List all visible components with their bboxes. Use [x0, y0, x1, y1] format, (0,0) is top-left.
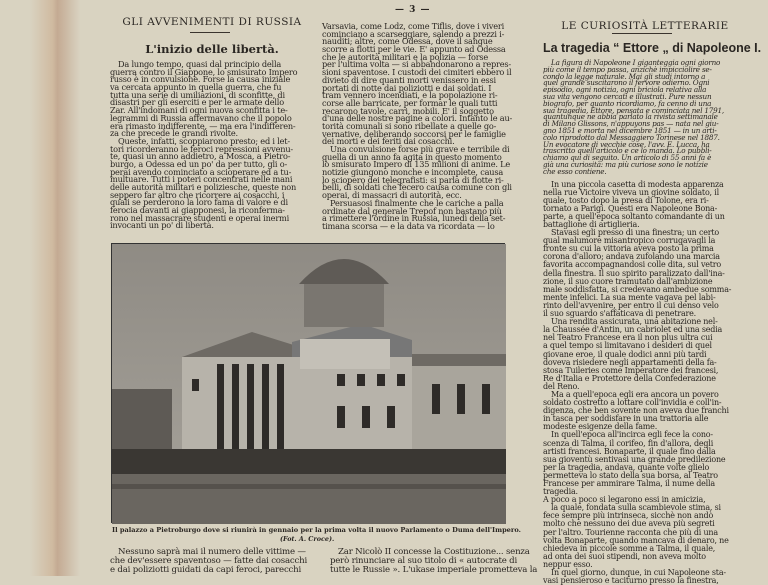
text-line: portati di notte dai poliziotti e dai soldati. I	[322, 82, 492, 93]
text-line: che le autorità militari e la polizia — forse	[322, 51, 489, 62]
text-line: favorita accompagnandosi colle dita, sul vetro	[543, 260, 722, 270]
text-line: scenza di Talma, il corifeo, fin d'allora, degli	[543, 438, 714, 448]
text-line: chiamo qui di seguito. Un articolo di 55 anni fa è	[543, 153, 712, 163]
text-line: volta Bonaparte, quando mancava di denaro, ne	[543, 535, 729, 545]
text-line: Una rendita assicurata, una abitazione nel-	[551, 317, 718, 327]
text-line: trascritto quell'articolo e ce lo manda. Lo pubbli-	[543, 146, 712, 156]
text-line: battaglione di artiglieria.	[543, 220, 640, 230]
text-line: nel Teatro Francese era il non plus ultra cui	[543, 333, 713, 343]
text-line: stosa Tuileries come Imperatore dei francesi,	[543, 365, 719, 375]
text-line: artisti francesi. Bonaparte, il quale fino dalla	[543, 446, 716, 456]
text-line: qual malumore misantropico corrugavagli la	[543, 236, 716, 246]
bottom-column-2	[330, 548, 537, 574]
text-line: tutta una serie di umiliazioni, di sconfitte, di	[110, 89, 285, 100]
text-line: Queste, infatti, scoppiarono presto; ed i let-	[118, 135, 290, 146]
text-line: multuare. Tutti i poteri concentrati nelle mani	[110, 174, 293, 185]
text-line: la quale, fondata sulla scambievole stima, si	[551, 503, 721, 513]
text-line: tram vennero incendiati, e la popolazione ri-	[322, 90, 498, 101]
text-line: il suo sguardo s'affaticava di penetrare.	[543, 309, 697, 319]
text-line: ferocia davanti ai giapponesi, la riconferma-	[110, 205, 285, 216]
text-line: condo la legge naturale. Mai gli studi intorno a	[543, 71, 706, 81]
text-line: sua vita vengono cercati e illustrati. Pure nessun	[543, 91, 712, 101]
text-line: seppero far altro che ricorrere ai cosacchi, i	[110, 189, 285, 200]
text-line: delle autorità militari e poliziesche, queste non	[110, 182, 297, 192]
text-line: za che precede le grandi rivolte.	[110, 128, 238, 139]
text-line: a rimettere l'ordine in Russia, lunedì della set-	[322, 213, 506, 224]
text-line: va cercata appunto in quella guerra, che fu	[110, 82, 282, 93]
text-line: Varsavia, come Lodz, come Tiflis, dove i viveri	[322, 21, 505, 31]
text-line: fece sempre più intrinseca, sicchè non andò	[543, 511, 714, 521]
text-line: tornato a Parigi. Questi era Napoleone Bona-	[543, 203, 718, 213]
text-line: era rimasto indifferente, — ma era l'indifferen-	[110, 120, 296, 131]
text-line: Re d'Italia e Protettore della Confederazione	[543, 373, 716, 383]
text-line: ordinate dal generale Trepof non bastano più	[322, 205, 502, 216]
text-line: del Reno.	[543, 381, 580, 391]
text-line: russo è in convulsione. Forse la causa iniziale	[110, 74, 291, 85]
photo-caption: Il palazzo a Pietroburgo dove si riunirà in gennaio per la prima volta il nuovo Parlamento o Duma dell'Impero.	[112, 526, 521, 534]
text-line: Francese per ammirare Talma, il nume della	[543, 479, 715, 489]
text-line: te, quasi un anno addietro, a Mosca, a Pietro-	[110, 151, 291, 162]
text-line: gno 1851 e morta nel dicembre 1851 — in un arti-	[543, 125, 717, 135]
article-intro	[543, 60, 763, 176]
text-line: invocanti un po' di libertà.	[110, 220, 214, 231]
divider	[190, 32, 230, 33]
text-line: Zar. All'indomani di ogni nuova sconfitta i te-	[110, 105, 288, 116]
text-line: La figura di Napoleone I giganteggia ogni giorno	[551, 58, 721, 67]
text-line: soldato costretto a lottare coll'invidia e coll'in-	[543, 398, 722, 408]
text-line: tori ricorderanno le feroci repressioni avvenu-	[110, 143, 293, 154]
text-line: a quel tempo si limitavano i desideri di quel	[543, 341, 712, 351]
photo-credit: (Fot. A. Croce).	[280, 535, 335, 543]
text-line: recarono tavole, carri, mobili. E' il soggetto	[322, 105, 494, 116]
text-line: male soddisfatta, si credevano ambedue somma-	[543, 284, 732, 294]
text-line: fronte su cui la vittoria aveva posto la prima	[543, 244, 714, 254]
text-line: In quell'epoca all'incirca egli fece la cono-	[551, 430, 713, 440]
text-line: operai, di massacri di autorità, ecc.	[322, 190, 462, 201]
text-line: colo riprodotto dal Messaggiero Torinese nel 1887.	[543, 132, 720, 142]
article-body	[543, 181, 763, 585]
text-line: torità comunali si sono ribellate a quelle go-	[322, 120, 497, 131]
text-line: per la tragedia, andava, quante volte glielo	[543, 462, 710, 472]
text-line: di Milano Glissons, n'appuyons pas — nata nel giu-	[543, 119, 719, 129]
text-line: In quel giorno, dunque, in cui Napoleone sta-	[551, 568, 726, 578]
text-line: disastri per gli eserciti e per le armate dello	[110, 97, 284, 108]
page-number: — 3 —	[395, 5, 431, 15]
text-line: lo sciopero dei telegrafisti: si parla di flotte ri-	[322, 174, 504, 185]
text-line: e dai poliziotti guidati da capi feroci, parecchi	[110, 564, 302, 575]
text-line: d'una delle nostre pagine a colori. Intanto le au-	[322, 113, 513, 124]
text-line: timana scorsa — e la data va ricordata — lo	[322, 220, 495, 231]
article-title: L'inizio delle libertà.	[145, 42, 279, 56]
text-line: tutte le Russie ». L'ukase imperiale prometteva la	[330, 564, 538, 575]
text-line: molto che nessuno dei due aveva più segreti	[543, 519, 715, 529]
right-article	[543, 60, 763, 585]
text-line: la Chaussée d'Antin, un cabriolet ed una sedia	[543, 325, 723, 335]
text-line: episodio, ogni notizia, ogni briciola relativa alla	[543, 85, 707, 95]
text-line: sioni spaventose. I custodi dei cimiteri ebbero il	[322, 67, 512, 78]
text-line: modeste esigenze della fame.	[543, 422, 658, 432]
text-line: doveva risiedere negli appartamenti della fa-	[543, 357, 717, 367]
text-line: in tasca per soddisfare in una trattoria alle	[543, 414, 709, 424]
text-line: nauditi; altre, come Odessa, dove il sangue	[322, 36, 493, 47]
text-line: però rinunciare al suo titolo di « autocrate di	[330, 555, 518, 566]
text-line: Ma a quell'epoca egli era ancora un povero	[551, 389, 719, 399]
text-line: già una curiosità: ma più curiose sono le notizie	[543, 159, 708, 169]
text-line: Una convulsione forse più grave e terribile di	[330, 144, 510, 154]
text-line: biografo, per quanto ricordiamo, fa cenno di una	[543, 98, 712, 108]
text-line: che esso contiene.	[543, 166, 607, 176]
section-heading-curiosita: LE CURIOSITÀ LETTERARIE	[561, 20, 729, 32]
text-line: corona d'alloro; andava zufolando una marcia	[543, 252, 720, 262]
text-line: della finestra. Il suo spirito paralizzato dall'ina-	[543, 268, 725, 278]
text-line: notizie giungono monche e incomplete, causa	[322, 167, 504, 178]
text-line: nella rue Victoire viveva un giovine soldato, il	[543, 187, 719, 197]
text-line: burgo, a Odessa ed un po' da per tutto, gli o-	[110, 158, 288, 169]
right-article-title: La tragedia “ Ettore „ di Napoleone I.	[543, 41, 762, 55]
text-line: ad onta dei suoi stipendi, non aveva molto	[543, 551, 706, 561]
article-column-1	[110, 61, 315, 230]
text-line: vernative, deliberando soccorsi per le famiglie	[322, 128, 506, 139]
text-line: quantunque ne abbia parlato la rivista settimanale	[543, 112, 718, 122]
text-line: In una piccola casetta di modesta apparenza	[551, 179, 724, 189]
text-line: quali se perderono la loro fama di valore e di	[110, 197, 288, 208]
text-line: Stavasi egli presso di una finestra; un certo	[551, 228, 720, 238]
section-heading-russia: GLI AVVENIMENTI DI RUSSIA	[122, 16, 302, 28]
text-line: guerra contro il Giappone, lo smisurato Impero	[110, 66, 298, 77]
text-line: corse alle barricate, per formar le quali tutti	[322, 97, 498, 108]
text-line: dei morti e dei feriti dai cosacchi.	[322, 136, 455, 147]
text-line: legrammi di Russia affermavano che il popolo	[110, 112, 292, 123]
text-line: rinto dell'avvenire, per entro il cui denso velo	[543, 300, 719, 310]
text-line: che dev'essere spaventoso — fatte dai cosacchi	[110, 555, 308, 566]
text-line: scorre a flotti per le vie. E' appunto ad Odessa	[322, 44, 506, 55]
text-line: quel grande suscitarono il fervore odierno. Ogni	[543, 78, 710, 88]
text-line: quale, tosto dopo la presa di Tolone, era ri-	[543, 195, 709, 205]
text-line: Da lungo tempo, quasi dal principio della	[118, 59, 282, 69]
text-line: Nessuno saprà mai il numero delle vittime —	[118, 547, 306, 557]
text-line: vasi pensieroso e taciturno presso la finestra,	[543, 576, 719, 585]
text-line: permetteva lo stato della sua borsa, al Teatro	[543, 470, 718, 480]
text-line: zione, il suo cuore tramutato dall'ambizione	[543, 276, 713, 286]
text-line: tragedia.	[543, 487, 578, 497]
text-line: lo smisurato Impero di 135 milioni di anime. Le	[322, 159, 511, 170]
divider	[612, 33, 672, 34]
text-line: neppur esso.	[543, 559, 593, 569]
text-line: cominciano a scarseggiare, salendo a prezzi i-	[322, 28, 505, 39]
text-line: A poco a poco si legarono essi in amicizia,	[543, 495, 706, 505]
text-line: Un evocatore di vecchie cose, l'avv. E. Lucca, ha	[543, 139, 710, 149]
page-fold	[30, 0, 80, 576]
text-line: quella di un anno fa agita in questo momento	[322, 151, 502, 162]
duma-palace-photo	[111, 243, 505, 523]
text-line: più come il tempo passa, anzichè impicciolire se-	[543, 64, 712, 74]
text-line: per l'ultima volta — si abbandonarono a repres-	[322, 59, 511, 70]
text-line: parte, a quell'epoca soltanto comandante di un	[543, 211, 725, 221]
text-line: divieto di dire quanti morti venissero in essi	[322, 74, 496, 85]
text-line: digenza, che ben sovente non aveva due franchi	[543, 406, 729, 416]
text-line: rono nel massacrare studenti e operai inermi	[110, 212, 290, 223]
text-line: per l'altro. Tourienne racconta che più di una	[543, 527, 718, 537]
text-line: mente infelici. La sua mente vagava pel labi-	[543, 292, 716, 302]
text-line: Zar Nicolò II concesse la Costituzione... senza	[338, 547, 530, 557]
bottom-column-1	[110, 548, 307, 574]
text-line: belli, di soldati che fecero causa comune con gli	[322, 182, 512, 193]
text-line: Persuasosi finalmente che le cariche a palla	[330, 197, 504, 208]
text-line: sua tragedia, Ettore, pensata e cominciata nel 1791,	[543, 105, 724, 115]
text-line: chiedeva in piccole somme a Talma, il quale,	[543, 543, 716, 553]
article-column-2	[322, 21, 513, 231]
text-line: perai avendo cominciato a scioperare ed a tu-	[110, 166, 292, 177]
text-line: sua gioventù sentivasi una grande predilezione	[543, 454, 726, 464]
text-line: giovane eroe, il quale dodici anni più tardi	[543, 349, 707, 359]
